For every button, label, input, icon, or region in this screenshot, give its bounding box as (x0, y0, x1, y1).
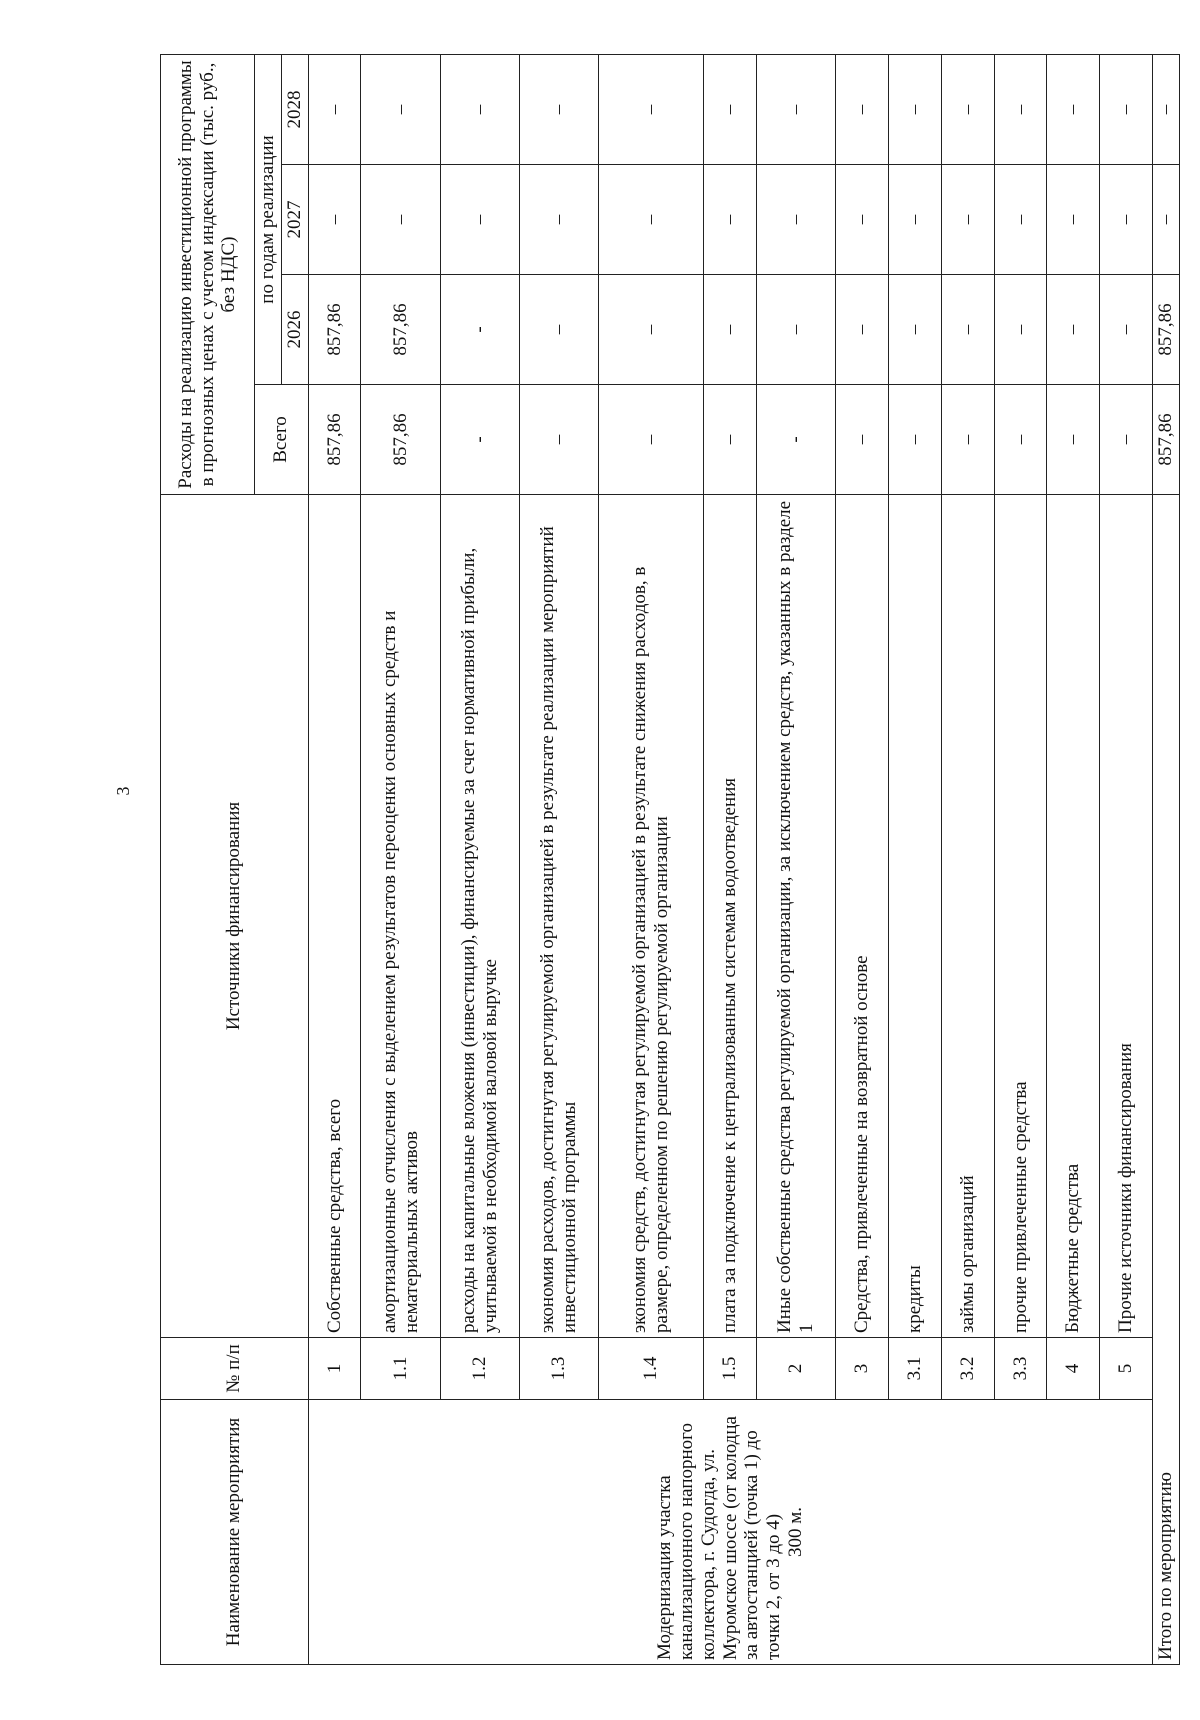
rotated-table-wrapper (160, 55, 1180, 1665)
row-number: 1.1 (361, 1338, 440, 1400)
row-total: – (1100, 385, 1153, 495)
row-2028: – (519, 54, 598, 164)
row-2028: – (836, 54, 889, 164)
row-total: – (889, 385, 942, 495)
row-2026: – (836, 275, 889, 385)
row-2026: – (757, 275, 836, 385)
row-source: амортизационные отчисления с выделением результатов переоценки основных средств и нематериальных активов (361, 495, 440, 1338)
row-2026: – (994, 275, 1047, 385)
page-number: 3 (113, 786, 133, 796)
row-2027: – (1047, 165, 1100, 275)
row-2028: – (308, 54, 361, 164)
row-number: 1.3 (519, 1338, 598, 1400)
row-total: – (598, 385, 704, 495)
row-total: – (994, 385, 1047, 495)
row-2028: – (704, 54, 757, 164)
header-year-2026: 2026 (281, 275, 308, 385)
row-number: 1.2 (440, 1338, 519, 1400)
row-source: экономия средств, достигнутая регулируемой организацией в результате снижения расходов, в размере, определенном по решению регулируемой организации (598, 495, 704, 1338)
row-number: 3.2 (941, 1338, 994, 1400)
row-2028: – (994, 54, 1047, 164)
row-total: 857,86 (361, 385, 440, 495)
row-total: 857,86 (308, 385, 361, 495)
row-2027: – (361, 165, 440, 275)
header-event-name: Наименование мероприятия (161, 1400, 309, 1665)
row-total: – (519, 385, 598, 495)
row-2028: – (440, 54, 519, 164)
header-expenses: Расходы на реализацию инвестиционной программы в прогнозных ценах с учетом индексации (тыс. руб., без НДС) (161, 54, 255, 494)
header-year-2028: 2028 (281, 54, 308, 164)
total-row-2028: – (1153, 54, 1180, 164)
event-name: Модернизация участка канализационного напорного коллектора, г. Судогда, ул. Муромское шоссе (от колодца за автостанцией (точка 1) до точки 2, от 3 до 4) (653, 1416, 785, 1660)
header-source: Источники финансирования (161, 495, 309, 1338)
total-row-total: 857,86 (1153, 385, 1180, 495)
row-2028: – (941, 54, 994, 164)
total-row-2027: – (1153, 165, 1180, 275)
row-2026: – (1100, 275, 1153, 385)
header-number: № п/п (161, 1338, 309, 1400)
row-2028: – (1100, 54, 1153, 164)
row-2027: – (308, 165, 361, 275)
total-row-label: Итого по мероприятию (1153, 495, 1180, 1665)
row-2026: – (889, 275, 942, 385)
row-2026: 857,86 (361, 275, 440, 385)
header-total: Всего (255, 385, 309, 495)
row-2027: – (889, 165, 942, 275)
row-number: 3.1 (889, 1338, 942, 1400)
row-total: – (704, 385, 757, 495)
row-2027: – (757, 165, 836, 275)
row-total: - (440, 385, 519, 495)
row-2027: – (704, 165, 757, 275)
row-source: прочие привлеченные средства (994, 495, 1047, 1338)
row-total: – (836, 385, 889, 495)
row-2026: – (598, 275, 704, 385)
row-2027: – (598, 165, 704, 275)
row-number: 3.3 (994, 1338, 1047, 1400)
row-2027: – (519, 165, 598, 275)
row-source: займы организаций (941, 495, 994, 1338)
row-source: Прочие источники финансирования (1100, 495, 1153, 1338)
row-2027: – (994, 165, 1047, 275)
row-source: Иные собственные средства регулируемой организации, за исключением средств, указанных в разделе 1 (757, 495, 836, 1338)
row-number: 1.5 (704, 1338, 757, 1400)
row-2028: – (1047, 54, 1100, 164)
row-2028: – (757, 54, 836, 164)
row-source: плата за подключение к централизованным системам водоотведения (704, 495, 757, 1338)
row-2026: – (941, 275, 994, 385)
row-number: 1.4 (598, 1338, 704, 1400)
row-2027: – (440, 165, 519, 275)
row-number: 4 (1047, 1338, 1100, 1400)
row-number: 3 (836, 1338, 889, 1400)
row-2026: – (1047, 275, 1100, 385)
header-year-2027: 2027 (281, 165, 308, 275)
total-row-2026: 857,86 (1153, 275, 1180, 385)
row-2026: - (440, 275, 519, 385)
row-source: Собственные средства, всего (308, 495, 361, 1338)
row-total: – (1047, 385, 1100, 495)
total-row (1153, 54, 1180, 1664)
row-2028: – (361, 54, 440, 164)
row-source: кредиты (889, 495, 942, 1338)
row-number: 5 (1100, 1338, 1153, 1400)
row-2028: – (598, 54, 704, 164)
row-2028: – (889, 54, 942, 164)
row-total: – (941, 385, 994, 495)
row-2027: – (1100, 165, 1153, 275)
header-by-years: по годам реализации (255, 54, 282, 384)
row-source: Средства, привлеченные на возвратной основе (836, 495, 889, 1338)
row-2026: 857,86 (308, 275, 361, 385)
event-name-cell (308, 1400, 1152, 1665)
row-2026: – (519, 275, 598, 385)
financing-table (160, 54, 1180, 1665)
row-source: Бюджетные средства (1047, 495, 1100, 1338)
row-2026: – (704, 275, 757, 385)
row-2027: – (836, 165, 889, 275)
row-source: экономия расходов, достигнутая регулируемой организацией в результате реализации мероприятий инвестиционной программы (519, 495, 598, 1338)
row-number: 2 (757, 1338, 836, 1400)
row-2027: – (941, 165, 994, 275)
row-source: расходы на капитальные вложения (инвестиции), финансируемые за счет нормативной прибыли, учитываемой в необходимой валовой выручке (440, 495, 519, 1338)
row-number: 1 (308, 1338, 361, 1400)
row-total: - (757, 385, 836, 495)
table-row (308, 54, 361, 1664)
event-length: 300 м. (785, 1506, 807, 1558)
